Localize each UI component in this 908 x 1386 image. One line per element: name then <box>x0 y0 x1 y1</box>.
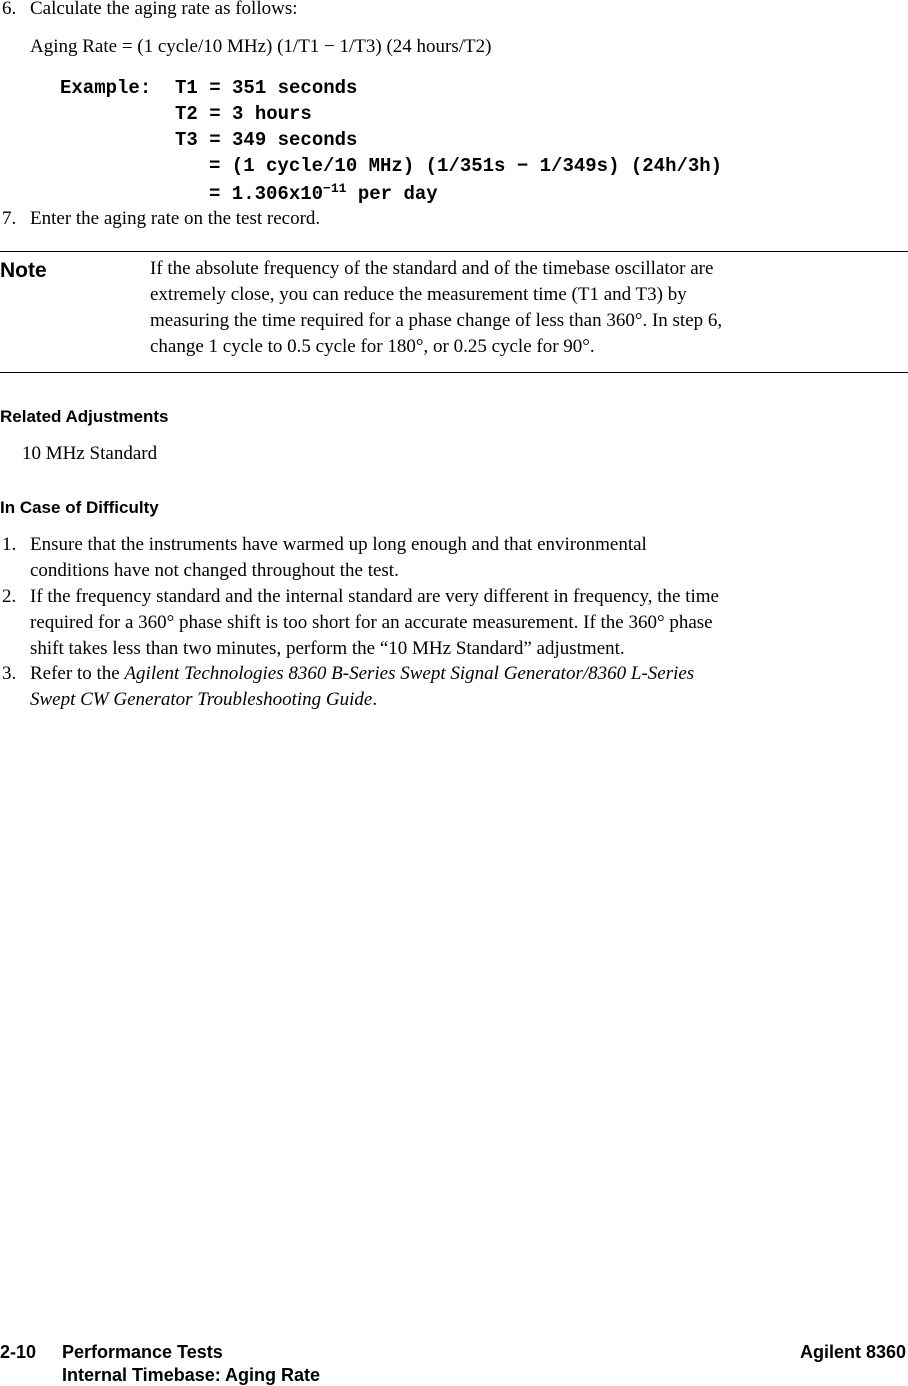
difficulty-item-1-cont: conditions have not changed throughout the test. <box>30 560 399 581</box>
note-line-3: measuring the time required for a phase change of less than 360°. In step 6, <box>150 310 723 331</box>
example-t2: T2 = 3 hours <box>175 103 312 125</box>
difficulty-item-3 <box>2 663 694 685</box>
step-text: Enter the aging rate on the test record. <box>30 208 321 229</box>
guide-title-part-1: Agilent Technologies 8360 B-Series Swept Signal Generator/8360 L-Series <box>124 663 695 684</box>
result-exponent: −11 <box>323 181 347 196</box>
guide-title-part-2: Swept CW Generator Troubleshooting Guide <box>30 689 373 710</box>
note-top-divider <box>0 251 908 252</box>
item-text: If the frequency standard and the internal standard are very different in frequency, the time <box>30 586 719 607</box>
difficulty-item-2 <box>2 586 719 608</box>
related-adjustment-item: 10 MHz Standard <box>22 443 158 464</box>
item-text: Ensure that the instruments have warmed up long enough and that environmental <box>30 534 647 555</box>
difficulty-item-2-cont: required for a 360° phase shift is too short for an accurate measurement. If the 360° phase <box>30 612 713 633</box>
difficulty-item-3-cont <box>30 689 377 711</box>
note-line-1: If the absolute frequency of the standard and of the timebase oscillator are <box>150 258 714 279</box>
step-number: 7. <box>2 208 17 229</box>
note-bottom-divider <box>0 372 908 373</box>
step-number: 6. <box>2 0 17 19</box>
note-line-4: change 1 cycle to 0.5 cycle for 180°, or 0.25 cycle for 90°. <box>150 336 595 357</box>
example-label: Example: <box>60 77 152 99</box>
related-adjustments-heading: Related Adjustments <box>0 407 169 426</box>
footer-section: Performance Tests <box>62 1342 223 1362</box>
result-suffix: per day <box>346 183 438 205</box>
difficulty-heading: In Case of Difficulty <box>0 498 159 517</box>
result-prefix: = 1.306x10 <box>209 183 324 205</box>
footer-page-number: 2-10 <box>0 1342 37 1362</box>
example-t3: T3 = 349 seconds <box>175 129 358 151</box>
difficulty-item-2-cont2: shift takes less than two minutes, perform the “10 MHz Standard” adjustment. <box>30 638 625 659</box>
aging-rate-formula: Aging Rate = (1 cycle/10 MHz) (1/T1 − 1/T3) (24 hours/T2) <box>30 36 492 57</box>
footer-subsection: Internal Timebase: Aging Rate <box>62 1365 321 1385</box>
note-line-2: extremely close, you can reduce the measurement time (T1 and T3) by <box>150 284 687 305</box>
note-label: Note <box>0 259 47 282</box>
item-text-suffix: . <box>372 689 378 710</box>
example-calculation: = (1 cycle/10 MHz) (1/351s − 1/349s) (24h/3h) <box>209 155 723 177</box>
item-number: 1. <box>2 534 17 555</box>
item-number: 2. <box>2 586 17 607</box>
difficulty-item-1 <box>2 534 647 556</box>
item-number: 3. <box>2 663 17 684</box>
footer-product: Agilent 8360 <box>799 1342 906 1362</box>
step-text: Calculate the aging rate as follows: <box>30 0 298 19</box>
step-7 <box>2 208 320 230</box>
example-t1: T1 = 351 seconds <box>175 77 358 99</box>
step-6 <box>2 0 298 20</box>
item-text-prefix: Refer to the <box>30 663 125 684</box>
example-result <box>209 183 438 205</box>
